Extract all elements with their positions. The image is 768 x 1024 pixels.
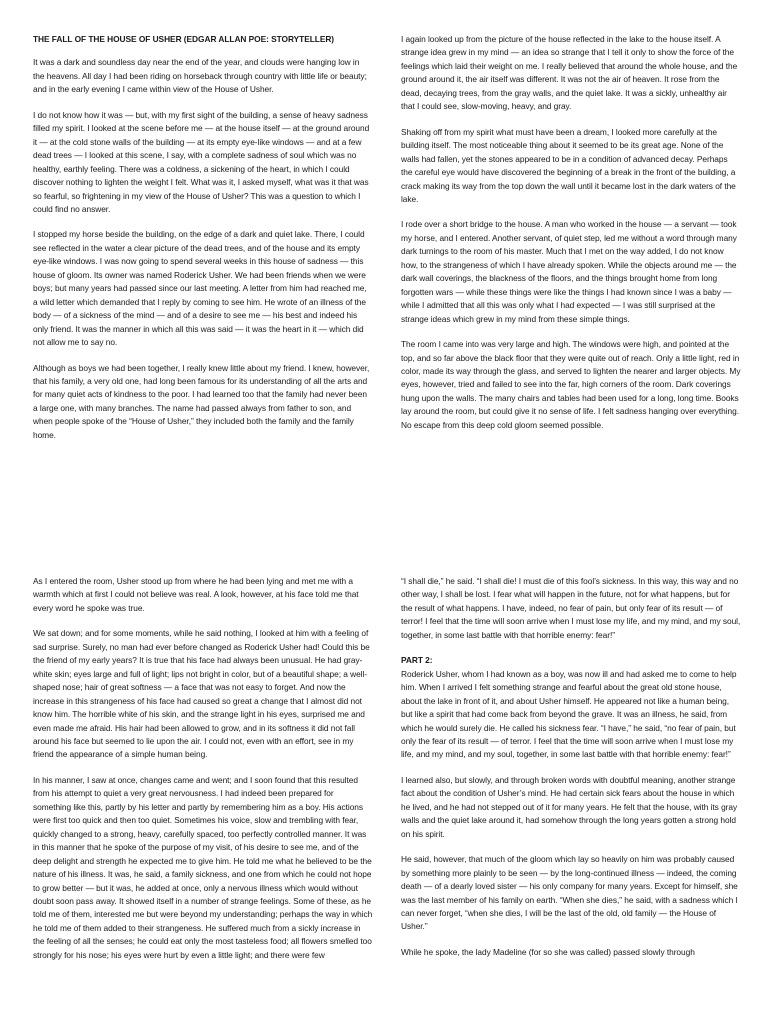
paragraph: “I shall die,” he said. “I shall die! I must die of this fool’s sickness. In this way, this way and no other way, I shall be lost. I fear what will happen in the future, not for what happens, but for the result of what happens. I have, indeed, no fear of pain, but only fear of its result — of terror! I feel that the time will soon arrive when I must lose my life, and my mind, and my soul, together, in some last battle with that horrible enemy: fear!” (401, 576, 741, 640)
text-column-bottom-right (401, 575, 741, 971)
paragraph: I rode over a short bridge to the house. A man who worked in the house — a servant — took my horse, and I entered. Another servant, of quiet step, led me without a word through many dark turnings to the room of his master. Much that I met on the way added, I do not know how, to the strangeness of which I have already spoken. While the objects around me — the dark wall coverings, the blackness of the floors, and the things brought home from long forgotten wars — while these things were like the things I had known since I was a baby — while I admitted that all this was only what I had expected — I was still surprised at the strange ideas which grew in my mind from these simple things. (401, 219, 737, 324)
paragraph: He said, however, that much of the gloom which lay so heavily on him was probably caused by something more plainly to be seen — by the long-continued illness — indeed, the coming death — of a dearly loved sister — his only company for many years. Except for himself, she was the last member of his family on earth. “When she dies,” he said, with a sadness which I can never forget, “when she dies, I will be the last of the old, old family — the House of Usher.” (401, 854, 738, 932)
paragraph: I do not know how it was — but, with my first sight of the building, a sense of heavy sadness filled my spirit. I looked at the scene before me — at the house itself — at the ground around it — at the cold stone walls of the building — at its empty eye-like windows — and at a few dead trees — I looked at this scene, I say, with a complete sadness of soul which was no healthy, earthly feeling. There was a coldness, a sickening of the heart, in which I could discover nothing to lighten the weight I felt. What was it, I asked myself, what was it that was so fearful, so frightening in my view of the House of Usher? This was a question to which I could find no answer. (33, 109, 370, 214)
paragraph: It was a dark and soundless day near the end of the year, and clouds were hanging low in the heavens. All day I had been riding on horseback through country with little life or beauty; and in the early evening I came within view of the House of Usher. (33, 57, 367, 95)
text-column-top-right (401, 33, 741, 444)
section-heading-part-2: PART 2: (401, 655, 433, 666)
paragraph: The room I came into was very large and high. The windows were high, and pointed at the top, and so far above the black floor that they were quite out of reach. Only a little light, red in color, made its way through the glass, and served to lighten the nearer and larger objects. My eyes, however, tried and failed to see into the far, high corners of the room. Dark coverings hung upon the walls. The many chairs and tables had been used for a long, long time. Books lay around the room, but could give it no sense of life. I felt sadness hanging over everything. No escape from this deep cold gloom seemed possible. (401, 339, 741, 430)
text-column-top-left (33, 33, 373, 454)
paragraph: Shaking off from my spirit what must have been a dream, I looked more carefully at the building itself. The most noticeable thing about it seemed to be its great age. None of the walls had fallen, yet the stones appeared to be in a condition of advanced decay. Perhaps the careful eye would have discovered the beginning of a break in the front of the building, a crack making its way from the top down the wall until it became lost in the dark waters of the lake. (401, 126, 736, 204)
paragraph: I stopped my horse beside the building, on the edge of a dark and quiet lake. There, I could see reflected in the water a clear picture of the dead trees, and of the house and its empty eye-like windows. I was now going to spend several weeks in this house of sadness — this house of gloom. Its owner was named Roderick Usher. We had been friends when we were boys; but many years had passed since our last meeting. A letter from him had reached me, a wild letter which demanded that I reply by coming to see him. He wrote of an illness of the body — of a sickness of the mind — and of a desire to see me — his best and indeed his only friend. It was the manner in which all this was said — it was the heart in it — which did not allow me to say no. (33, 229, 367, 348)
paragraph: I again looked up from the picture of the house reflected in the lake to the house itself. A strange idea grew in my mind — an idea so strange that I tell it only to show the force of the feelings which laid their weight on me. I really believed that around the whole house, and the ground around it, the air itself was different. It was not the air of heaven. It rose from the dead, decaying trees, from the gray walls, and the quiet lake. It was a sickly, unhealthy air that I could see, slow-moving, heavy, and gray. (401, 34, 738, 112)
document-title: THE FALL OF THE HOUSE OF USHER (EDGAR ALLAN POE: STORYTELLER) (33, 34, 335, 44)
paragraph: In his manner, I saw at once, changes came and went; and I soon found that this resulted from his attempt to quiet a very great nervousness. I had indeed been prepared for something like this, partly by his letter and partly by remembering him as a boy. His actions were first too quick and then too quiet. Sometimes his voice, slow and trembling with fear, quickly changed to a strong, heavy, carefully spaced, too perfectly controlled manner. It was in this manner that he spoke of the purpose of my visit, of his desire to see me, and of the deep delight and strength he expected me to give him. He told me what he believed to be the nature of his illness. It was, he said, a family sickness, and one from which he could not hope to grow better — but it was, he added at once, only a nervous illness which would without doubt soon pass away. It showed itself in a number of strange feelings. Some of these, as he told me of them, interested me but were beyond my understanding; perhaps the way in which he told me of them added to their strangeness. He suffered much from a sickly increase in the feeling of all the senses; he could eat only the most tasteless food; all flowers smelled too strongly for his nose; his eyes were hurt by even a little light; and there were few (33, 774, 373, 960)
paragraph: As I entered the room, Usher stood up from where he had been lying and met me with a warmth which at first I could not believe was real. A look, however, at his face told me that every word he spoke was true. (33, 576, 359, 613)
text-column-bottom-left (33, 575, 373, 974)
paragraph: Roderick Usher, whom I had known as a boy, was now ill and had asked me to come to help him. When I arrived I felt something strange and fearful about the great old stone house, about the lake in front of it, and about Usher himself. He appeared not like a human being, but like a spirit that had come back from beyond the grave. It was an illness, he said, from which he would surely die. He called his sickness fear. “I have,” he said, “no fear of pain, but only the fear of its result — of terror. I feel that the time will soon arrive when I must lose my life, and my mind, and my soul, together, in some last battle with that horrible enemy: fear!” (401, 668, 737, 760)
paragraph: We sat down; and for some moments, while he said nothing, I looked at him with a feeling of sad surprise. Surely, no man had ever before changed as Roderick Usher had! Could this be the friend of my early years? It is true that his face had always been unusual. He had gray-white skin; eyes large and full of light; lips not bright in color, but of a beautiful shape; a well-shaped nose; hair of great softness — a face that was not easy to forget. And now the increase in this strangeness of his face had caused so great a change that I almost did not know him. The horrible white of his skin, and the strange light in his eyes, surprised me and even made me afraid. His hair had been allowed to grow, and in its softness it did not fall around his face but seemed to lie upon the air. I could not, even with an effort, see in my friend the appearance of a simple human being. (33, 628, 370, 760)
paragraph: While he spoke, the lady Madeline (for so she was called) passed slowly through (401, 946, 695, 957)
paragraph: I learned also, but slowly, and through broken words with doubtful meaning, another strange fact about the condition of Usher’s mind. He had certain sick fears about the house in which he lived, and he had not stepped out of it for many years. He felt that the house, with its gray walls and the quiet lake around it, had somehow through the long years gotten a strong hold on his spirit. (401, 774, 738, 839)
paragraph: Although as boys we had been together, I really knew little about my friend. I knew, however, that his family, a very old one, had long been famous for its understanding of all the arts and for many quiet acts of kindness to the poor. I had learned too that the family had never been a large one, with many branches. The name had passed always from father to son, and when people spoke of the “House of Usher,” they included both the family and the family home. (33, 362, 370, 440)
